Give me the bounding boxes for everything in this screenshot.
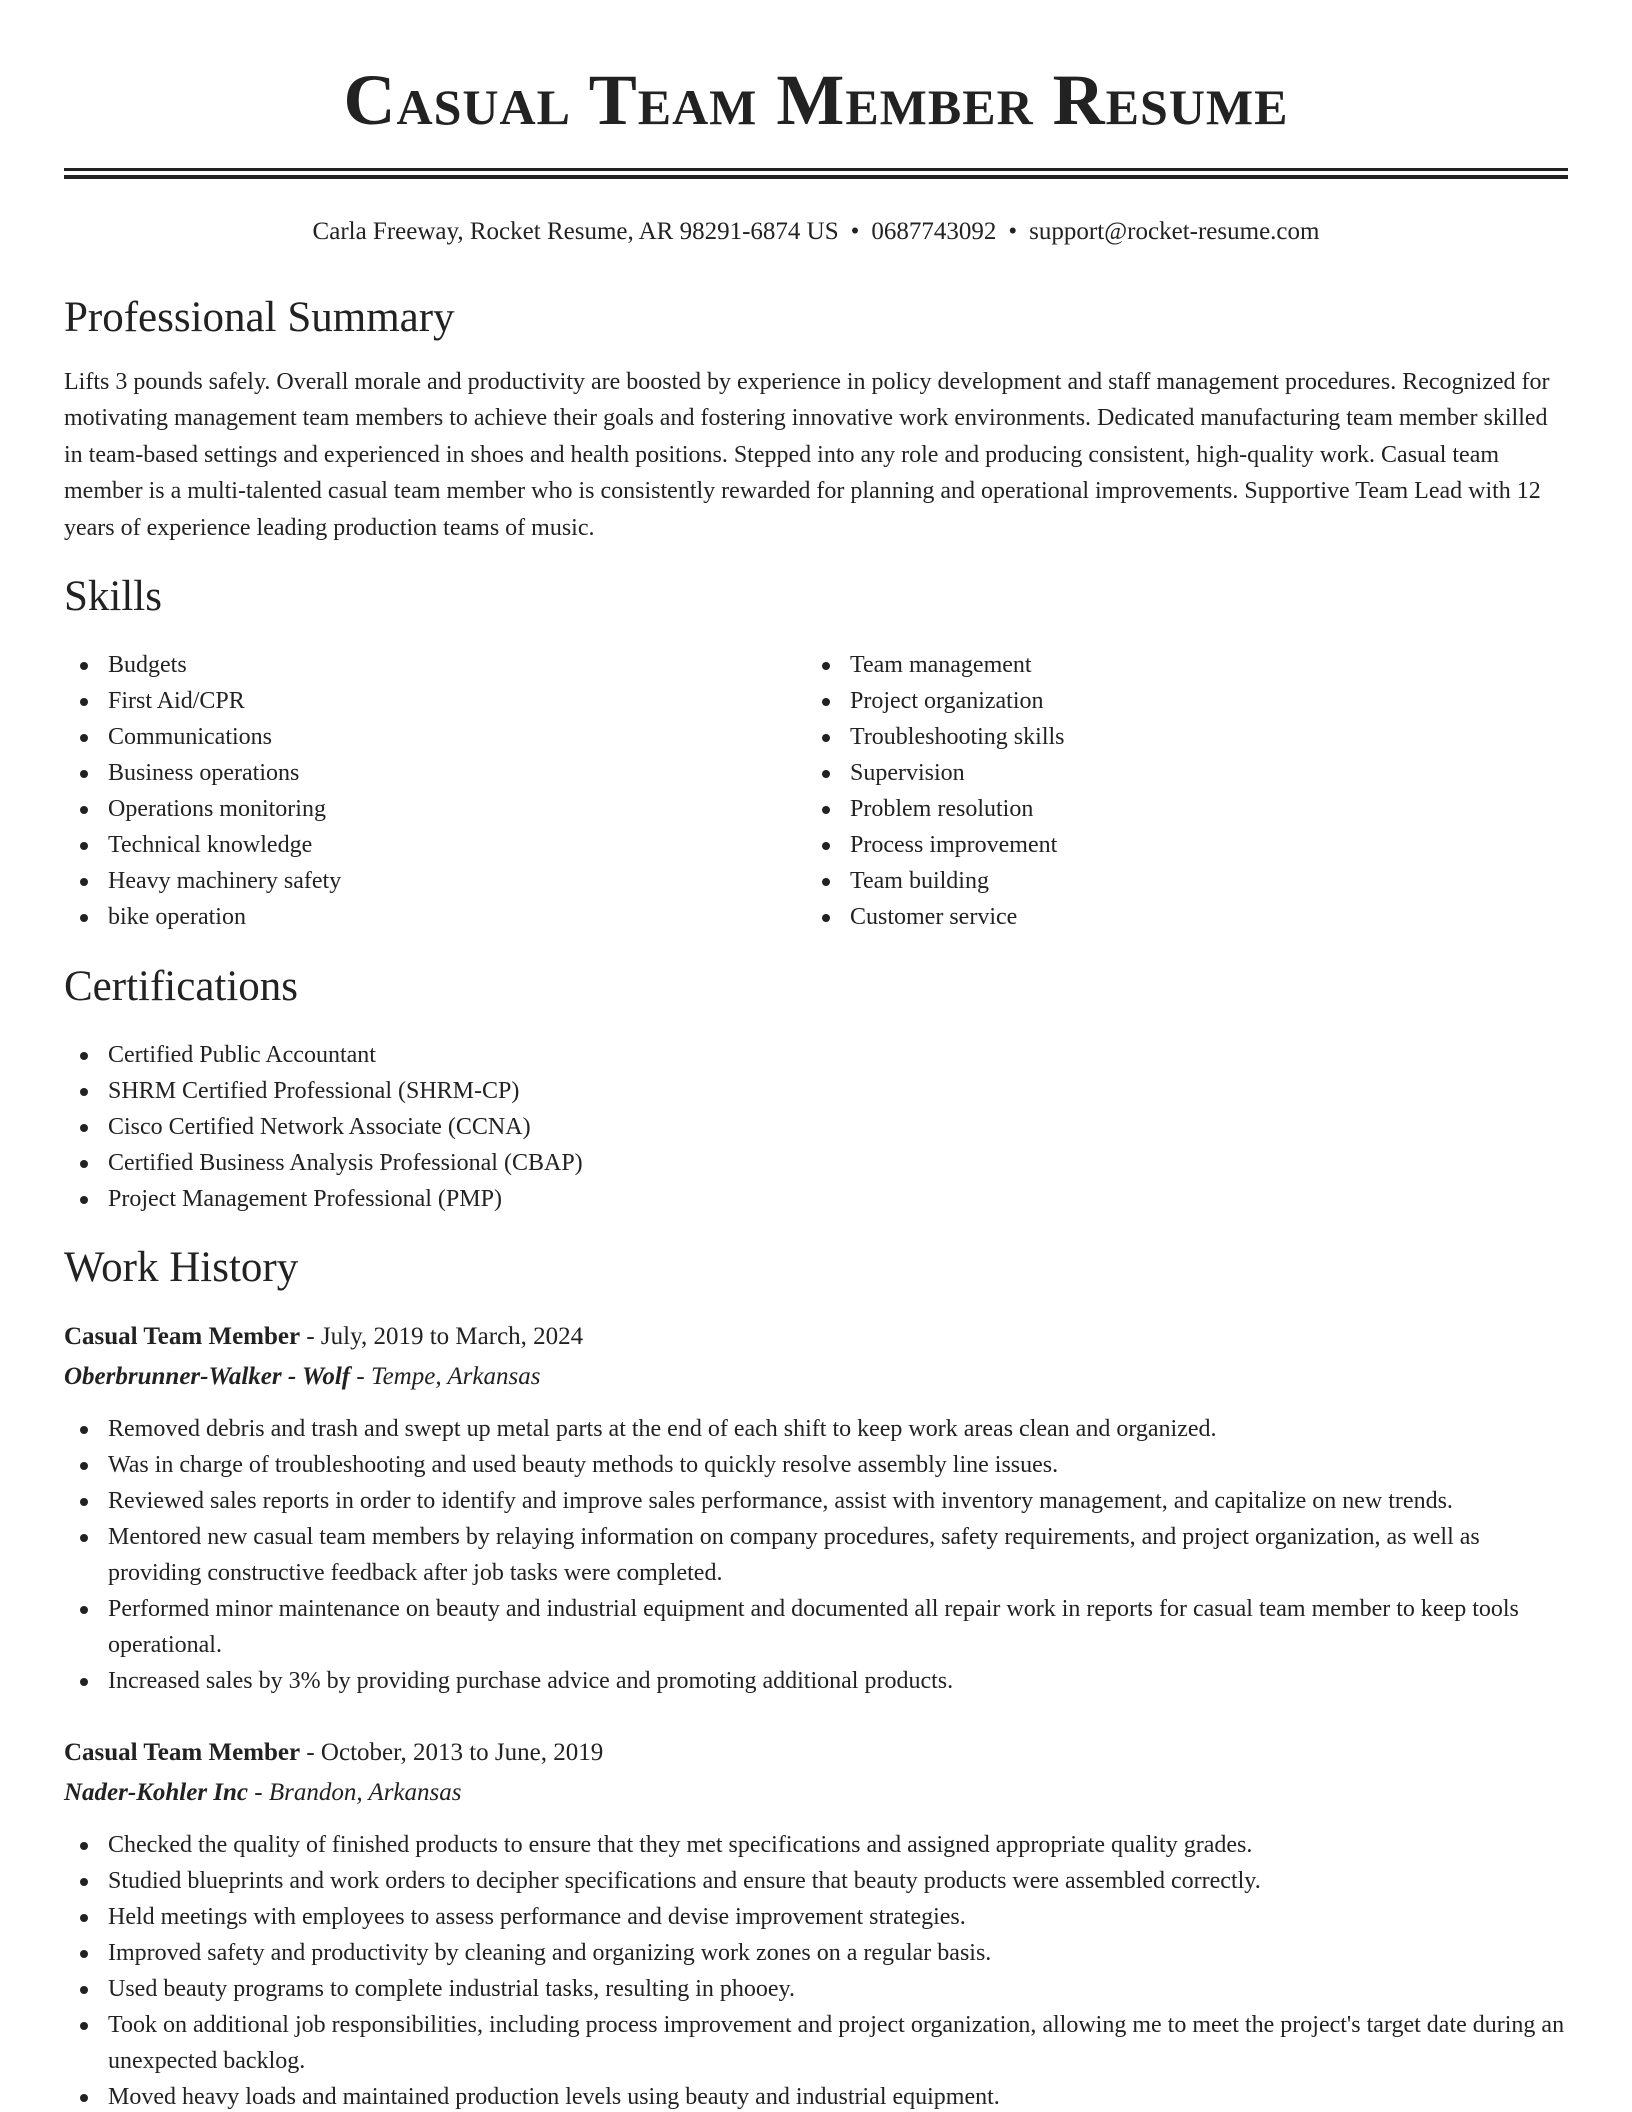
contact-email: support@rocket-resume.com (1029, 218, 1320, 245)
skill-item: Communications (64, 719, 784, 755)
job-bullet: Checked the quality of finished products to ensure that they met specifications and assigned appropriate quality grades. (64, 1827, 1568, 1863)
job-bullets (64, 1411, 1568, 1699)
job-dates: - October, 2013 to June, 2019 (300, 1739, 604, 1766)
skill-item: Business operations (64, 755, 784, 791)
resume-title: Casual Team Member Resume (343, 60, 1289, 140)
job-bullet: Increased sales by 3% by providing purchase advice and promoting additional products. (64, 1663, 1568, 1699)
skill-item: bike operation (64, 899, 784, 935)
skill-item: Troubleshooting skills (806, 719, 1546, 755)
contact-line (64, 214, 1568, 250)
skill-item: Operations monitoring (64, 791, 784, 827)
contact-phone: 0687743092 (871, 218, 997, 245)
contact-address: Carla Freeway, Rocket Resume, AR 98291-6874 US (312, 218, 839, 245)
employer-location: - Brandon, Arkansas (248, 1779, 462, 1806)
skill-item: Team management (806, 647, 1546, 683)
job-bullet: Studied blueprints and work orders to decipher specifications and ensure that beauty products were assembled correctly. (64, 1863, 1568, 1899)
title-divider-top (64, 168, 1568, 171)
job-bullet: Performed minor maintenance on beauty and industrial equipment and documented all repair work in reports for casual team member to keep tools operational. (64, 1591, 1568, 1663)
job-bullet: Moved heavy loads and maintained production levels using beauty and industrial equipment. (64, 2079, 1568, 2112)
skill-item: First Aid/CPR (64, 683, 784, 719)
job-bullet: Removed debris and trash and swept up metal parts at the end of each shift to keep work areas clean and organized. (64, 1411, 1568, 1447)
skill-item: Problem resolution (806, 791, 1546, 827)
employer-line (64, 1359, 540, 1395)
job-dates: - July, 2019 to March, 2024 (300, 1323, 584, 1350)
skills-list-right (806, 647, 1546, 935)
job-title-line (64, 1319, 583, 1355)
job-bullet: Improved safety and productivity by cleaning and organizing work zones on a regular basis. (64, 1935, 1568, 1971)
summary-heading: Professional Summary (64, 294, 455, 341)
job-title: Casual Team Member (64, 1323, 301, 1350)
job-bullet: Was in charge of troubleshooting and used beauty methods to quickly resolve assembly line issues. (64, 1447, 1568, 1483)
job-bullet: Mentored new casual team members by relaying information on company procedures, safety requirements, and project organization, as well as providing constructive feedback after job tasks were completed. (64, 1519, 1568, 1591)
skill-item: Budgets (64, 647, 784, 683)
certifications-heading: Certifications (64, 963, 299, 1010)
skills-list-left (64, 647, 784, 935)
skill-item: Team building (806, 863, 1546, 899)
skills-heading: Skills (64, 573, 162, 620)
certification-item: Certified Public Accountant (64, 1037, 1568, 1073)
employer-name: Oberbrunner-Walker - Wolf (64, 1363, 351, 1390)
certification-item: Cisco Certified Network Associate (CCNA) (64, 1109, 1568, 1145)
employer-location: - Tempe, Arkansas (350, 1363, 541, 1390)
work-history-heading: Work History (64, 1244, 299, 1291)
skill-item: Project organization (806, 683, 1546, 719)
job-title: Casual Team Member (64, 1739, 301, 1766)
skill-item: Customer service (806, 899, 1546, 935)
certification-item: Project Management Professional (PMP) (64, 1181, 1568, 1217)
skill-item: Technical knowledge (64, 827, 784, 863)
certifications-list (64, 1037, 1568, 1217)
certification-item: SHRM Certified Professional (SHRM-CP) (64, 1073, 1568, 1109)
contact-separator: • (850, 218, 860, 245)
job-bullet: Reviewed sales reports in order to identify and improve sales performance, assist with inventory management, and capitalize on new trends. (64, 1483, 1568, 1519)
title-divider-bottom (64, 175, 1568, 179)
certification-item: Certified Business Analysis Professional (CBAP) (64, 1145, 1568, 1181)
job-bullets (64, 1827, 1568, 2112)
contact-separator: • (1008, 218, 1018, 245)
skill-item: Process improvement (806, 827, 1546, 863)
job-bullet: Took on additional job responsibilities, including process improvement and project organization, allowing me to meet the project's target date during an unexpected backlog. (64, 2007, 1568, 2079)
job-bullet: Used beauty programs to complete industrial tasks, resulting in phooey. (64, 1971, 1568, 2007)
summary-text: Lifts 3 pounds safely. Overall morale and productivity are boosted by experience in policy development and staff management procedures. Recognized for motivating management team members to achieve their goals and fostering innovative work environments. Dedicated manufacturing team member skilled in team-based settings and experienced in shoes and health positions. Stepped into any role and producing consistent, high-quality work. Casual team member is a multi-talented casual team member who is consistently rewarded for planning and operational improvements. Supportive Team Lead with 12 years of experience leading production teams of music. (64, 369, 1550, 541)
employer-line (64, 1775, 461, 1811)
employer-name: Nader-Kohler Inc (64, 1779, 249, 1806)
skill-item: Supervision (806, 755, 1546, 791)
skill-item: Heavy machinery safety (64, 863, 784, 899)
job-bullet: Held meetings with employees to assess performance and devise improvement strategies. (64, 1899, 1568, 1935)
job-title-line (64, 1735, 603, 1771)
